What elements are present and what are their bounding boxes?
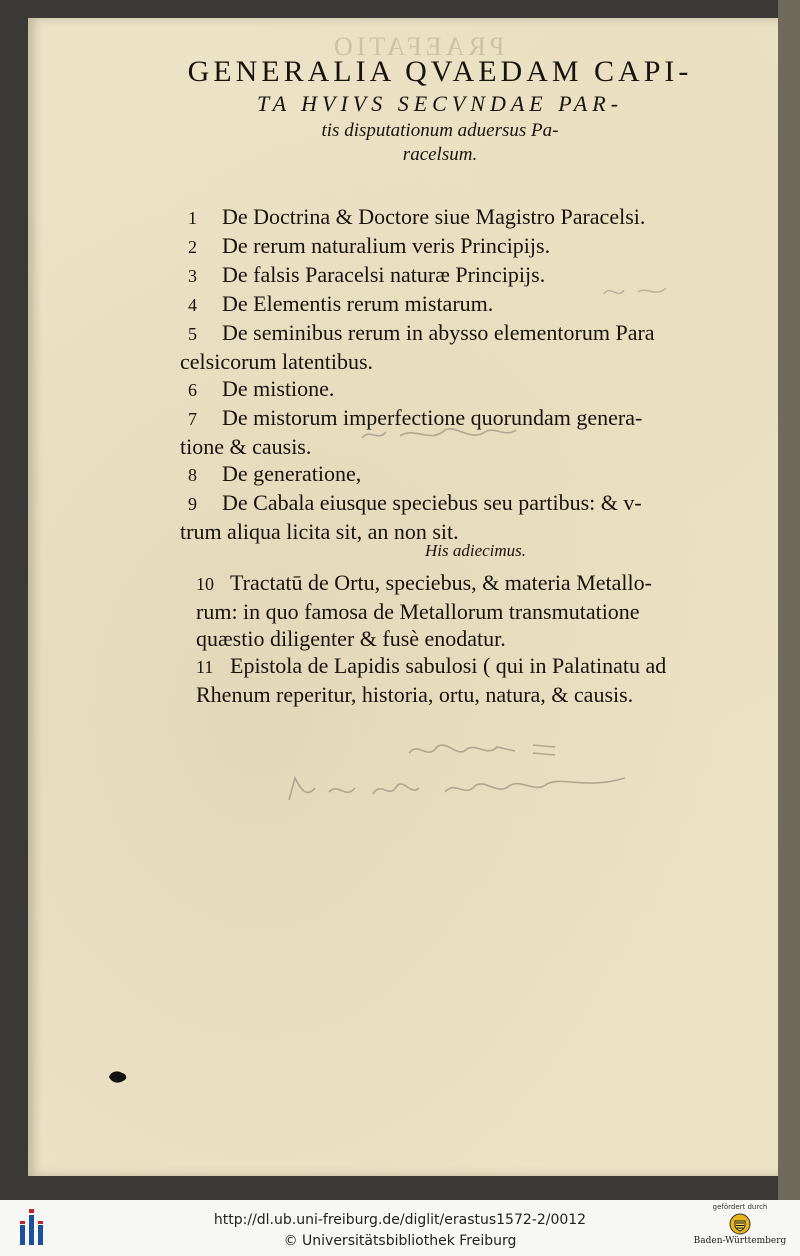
ink-blot [106, 1068, 130, 1086]
item-text: celsicorum latentibus. [180, 349, 374, 374]
page-title [160, 55, 720, 167]
list-item-continuation [196, 681, 744, 708]
item-number: 7 [188, 409, 197, 429]
addenda-list [196, 569, 744, 708]
handwritten-mark [600, 280, 670, 304]
item-text: De rerum naturalium veris Principijs. [222, 233, 551, 258]
list-item [188, 232, 738, 261]
item-text: De mistorum imperfectione quorundam genera- [222, 405, 643, 430]
item-number: 5 [188, 324, 197, 344]
item-number: 6 [188, 380, 197, 400]
title-line: TA HVIVS SECVNDAE PAR- [256, 91, 624, 116]
item-number: 4 [188, 295, 197, 315]
list-item-continuation [196, 625, 744, 652]
list-item [196, 569, 744, 598]
list-item [188, 460, 738, 489]
title-line: GENERALIA QVAEDAM CAPI- [187, 55, 693, 88]
item-number: 8 [188, 465, 197, 485]
funding-label: gefördert durch [712, 1203, 768, 1211]
item-number: 3 [188, 266, 197, 286]
handwritten-scribble [405, 735, 565, 765]
item-number: 9 [188, 494, 197, 514]
permalink-url[interactable]: http://dl.ub.uni-freiburg.de/diglit/erastus1572-2/0012 [213, 1212, 587, 1228]
list-item-continuation [196, 598, 744, 625]
book-edge [778, 0, 800, 1200]
title-line: tis disputationum aduersus Pa- [321, 120, 559, 141]
list-item [188, 319, 738, 348]
item-number: 2 [188, 237, 197, 257]
list-item [188, 489, 738, 518]
funding-region: Baden-Württemberg [693, 1236, 787, 1246]
item-text: De seminibus rerum in abysso elementorum Para [222, 320, 655, 345]
item-text: tione & causis. [180, 434, 312, 459]
baden-wuerttemberg-crest-icon [729, 1213, 751, 1235]
item-number: 10 [196, 574, 214, 594]
item-text: De Elementis rerum mistarum. [222, 291, 494, 316]
item-text: Rhenum reperitur, historia, ortu, natura, & causis. [196, 682, 634, 707]
show-through-text: PRAEFATIO [330, 32, 505, 61]
section-heading: His adiecimus. [425, 541, 527, 560]
chapter-list [180, 203, 738, 545]
list-item [196, 652, 744, 681]
item-text: Epistola de Lapidis sabulosi ( qui in Palatinatu ad [230, 653, 667, 678]
item-text: Tractatū de Ortu, speciebus, & materia Metallo- [230, 570, 652, 595]
handwritten-scribble [360, 418, 520, 448]
title-line: racelsum. [402, 144, 478, 165]
item-text: rum: in quo famosa de Metallorum transmutatione [196, 599, 640, 624]
copyright-notice: © Universitätsbibliothek Freiburg [283, 1233, 517, 1249]
list-item [188, 203, 738, 232]
item-number: 11 [196, 657, 214, 677]
item-text: De Cabala eiusque speciebus seu partibus: & v- [222, 490, 642, 515]
item-text: De Doctrina & Doctore siue Magistro Paracelsi. [222, 204, 646, 229]
list-item-continuation [180, 348, 738, 375]
item-text: De mistione. [222, 376, 335, 401]
item-text: De falsis Paracelsi naturæ Principijs. [222, 262, 546, 287]
funding-notice [688, 1203, 792, 1246]
item-number: 1 [188, 208, 197, 228]
item-text: De generatione, [222, 461, 362, 486]
handwritten-scribble [285, 770, 630, 810]
item-text: trum aliqua licita sit, an non sit. [180, 519, 459, 544]
item-text: quæstio diligenter & fusè enodatur. [196, 626, 506, 651]
list-item [188, 375, 738, 404]
